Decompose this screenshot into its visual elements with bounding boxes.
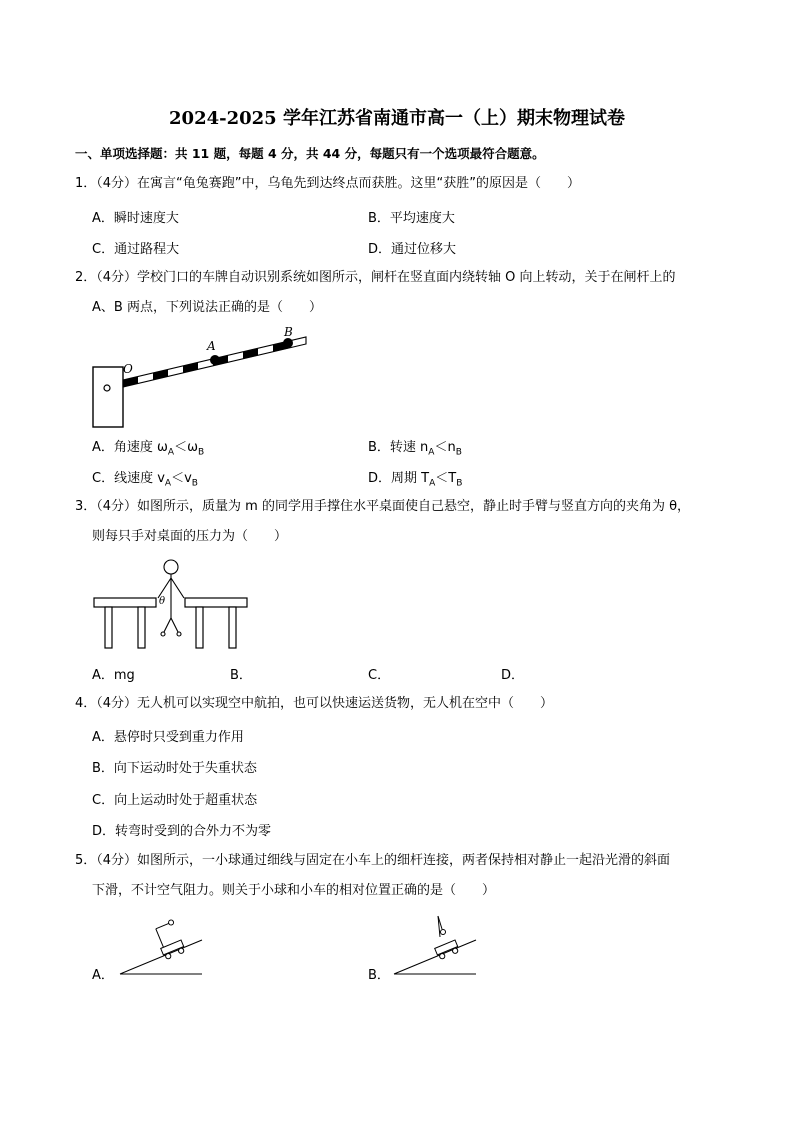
q5-option-b[interactable]: B． [368,968,390,983]
q2-option-a[interactable]: A．角速度 $\omega_A<\omega_B$ [92,440,205,458]
q2-option-c[interactable]: C．线速度 $v_A<v_B$ [92,471,198,489]
q5-option-b-figure [392,910,482,980]
q4-option-d[interactable]: D．转弯时受到的合外力不为零 [92,824,272,839]
q3-option-b[interactable]: B． [230,668,252,683]
question-5-stem-line1: 5．（4分）如图所示，一小球通过细线与固定在小车上的细杆连接，两者保持相对静止一起沿光滑的斜面 [75,853,671,868]
cart-b [435,940,460,960]
right-table [185,598,247,648]
q1-option-b[interactable]: B．平均速度大 [368,211,455,226]
q1-option-d[interactable]: D．通过位移大 [368,242,457,257]
pivot-o [104,385,110,391]
q5-option-a-figure [118,910,208,980]
question-2-stem-line2: A、B 两点，下列说法正确的是（ ） [92,300,322,315]
point-a [210,355,220,365]
q4-option-a[interactable]: A．悬停时只受到重力作用 [92,730,244,745]
question-1-stem: 1．（4分）在寓言“龟兔赛跑”中，乌龟先到达终点而获胜。这里“获胜”的原因是（ ） [75,176,580,191]
question-3-stem-line1: 3．（4分）如图所示，质量为 m 的同学用手撑住水平桌面使自己悬空，静止时手臂与竖直方向的夹角为 θ， [75,499,691,514]
theta-label: θ [159,596,166,607]
q3-option-a[interactable]: A．mg [92,668,135,683]
gate-barrier-figure [88,322,318,432]
q2-option-b[interactable]: B．转速 $n_A<n_B$ [368,440,462,458]
q3-option-c[interactable]: C． [368,668,391,683]
question-4-stem: 4．（4分）无人机可以实现空中航拍，也可以快速运送货物，无人机在空中（ ） [75,696,554,711]
ball-b [441,930,446,935]
point-b [283,338,293,348]
student-tables-figure [92,556,252,651]
q4-option-c[interactable]: C．向上运动时处于超重状态 [92,793,258,808]
question-5-stem-line2: 下滑，不计空气阻力。则关于小球和小车的相对位置正确的是（ ） [92,883,496,898]
question-2-stem-line1: 2．（4分）学校门口的车牌自动识别系统如图所示，闸杆在竖直面内绕转轴 O 向上转动，关于在闸杆上的 [75,270,676,285]
page-title: 2024-2025 学年江苏省南通市高一（上）期末物理试卷 [169,108,625,129]
label-o: O [123,362,133,376]
left-table [94,598,156,648]
section-heading: 一、单项选择题：共 11 题，每题 4 分，共 44 分，每题只有一个选项最符合题意。 [75,146,545,161]
label-b: B [284,325,293,339]
q5-option-a[interactable]: A． [92,968,114,983]
question-3-stem-line2: 则每只手对桌面的压力为（ ） [92,529,288,544]
q1-option-a[interactable]: A．瞬时速度大 [92,211,179,226]
q1-option-c[interactable]: C．通过路程大 [92,242,180,257]
q3-option-d[interactable]: D． [501,668,525,683]
label-a: A [207,339,216,353]
q2-option-d[interactable]: D．周期 $T_A<T_B$ [368,471,463,489]
gate-post [93,367,123,427]
q4-option-b[interactable]: B．向下运动时处于失重状态 [92,761,257,776]
cart-a [152,919,186,960]
